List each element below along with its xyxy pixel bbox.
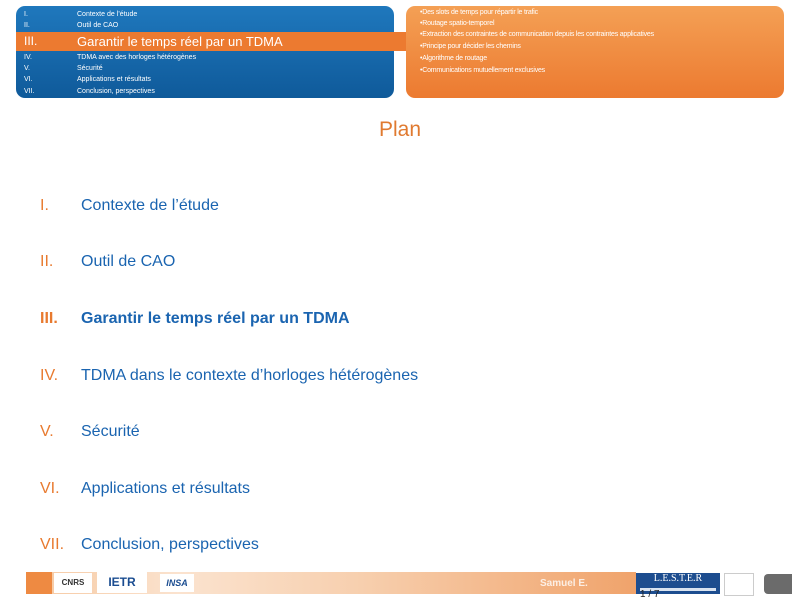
subpoint-item: •Routage spatio-temporel bbox=[420, 20, 495, 27]
nav-item-3-active[interactable] bbox=[16, 32, 416, 51]
nav-number: V. bbox=[24, 65, 30, 72]
slide-number: 1 / 7 bbox=[640, 589, 660, 600]
plan-number: I. bbox=[40, 197, 49, 214]
subpoint-item: •Algorithme de routage bbox=[420, 55, 487, 62]
nav-label: Applications et résultats bbox=[77, 76, 151, 83]
nav-label: Contexte de l’étude bbox=[77, 11, 138, 18]
nav-number: IV. bbox=[24, 54, 32, 61]
plan-number: III. bbox=[40, 310, 58, 327]
cnrs-logo: CNRS bbox=[54, 573, 92, 593]
nav-item-4[interactable] bbox=[16, 52, 394, 63]
plan-number: VI. bbox=[40, 480, 60, 497]
plan-label: Outil de CAO bbox=[81, 253, 176, 270]
plan-number: VII. bbox=[40, 536, 65, 553]
section-subpoints bbox=[406, 6, 784, 98]
lab-logo-icon bbox=[724, 573, 754, 596]
plan-label: Conclusion, perspectives bbox=[81, 536, 259, 553]
plan-number: IV. bbox=[40, 367, 59, 384]
nav-number: VII. bbox=[24, 88, 35, 95]
plan-label: TDMA dans le contexte d’horloges hétérogènes bbox=[81, 367, 419, 384]
slide-title: Plan bbox=[378, 118, 422, 141]
insa-logo: INSA bbox=[160, 574, 194, 592]
subpoint-item: •Communications mutuellement exclusives bbox=[420, 67, 545, 74]
plan-label: Contexte de l’étude bbox=[81, 197, 219, 214]
nav-label: Conclusion, perspectives bbox=[77, 88, 155, 95]
nav-label: TDMA avec des horloges hétérogènes bbox=[77, 54, 197, 61]
nav-label: Sécurité bbox=[77, 65, 103, 72]
nav-item-5[interactable] bbox=[16, 63, 394, 74]
plan-number: II. bbox=[40, 253, 54, 270]
nav-number: VI. bbox=[24, 76, 33, 83]
plan-number: V. bbox=[40, 423, 54, 440]
author-name: Samuel E. bbox=[540, 578, 588, 589]
nav-label: Garantir le temps réel par un TDMA bbox=[77, 34, 283, 49]
outline-navigation bbox=[16, 6, 394, 98]
plan-label: Garantir le temps réel par un TDMA bbox=[81, 310, 350, 327]
nav-item-2[interactable] bbox=[16, 20, 394, 31]
nav-label: Outil de CAO bbox=[77, 22, 119, 29]
plan-label: Applications et résultats bbox=[81, 480, 250, 497]
nav-item-1[interactable] bbox=[16, 9, 394, 20]
ietr-logo: IETR bbox=[97, 572, 147, 593]
plan-label: Sécurité bbox=[81, 423, 140, 440]
nav-number: II. bbox=[24, 22, 30, 29]
lester-logo-text: L.E.S.T.E.R bbox=[653, 573, 703, 584]
subpoint-item: •Extraction des contraintes de communication depuis les contraintes applicatives bbox=[420, 31, 654, 38]
footer-accent bbox=[26, 572, 52, 594]
nav-button[interactable] bbox=[764, 574, 792, 594]
nav-number: I. bbox=[24, 11, 28, 18]
nav-number: III. bbox=[24, 34, 38, 48]
nav-item-6[interactable] bbox=[16, 74, 394, 85]
nav-item-7[interactable] bbox=[16, 86, 394, 97]
subpoint-item: •Des slots de temps pour répartir le trafic bbox=[420, 9, 538, 16]
subpoint-item: •Principe pour décider les chemins bbox=[420, 43, 521, 50]
